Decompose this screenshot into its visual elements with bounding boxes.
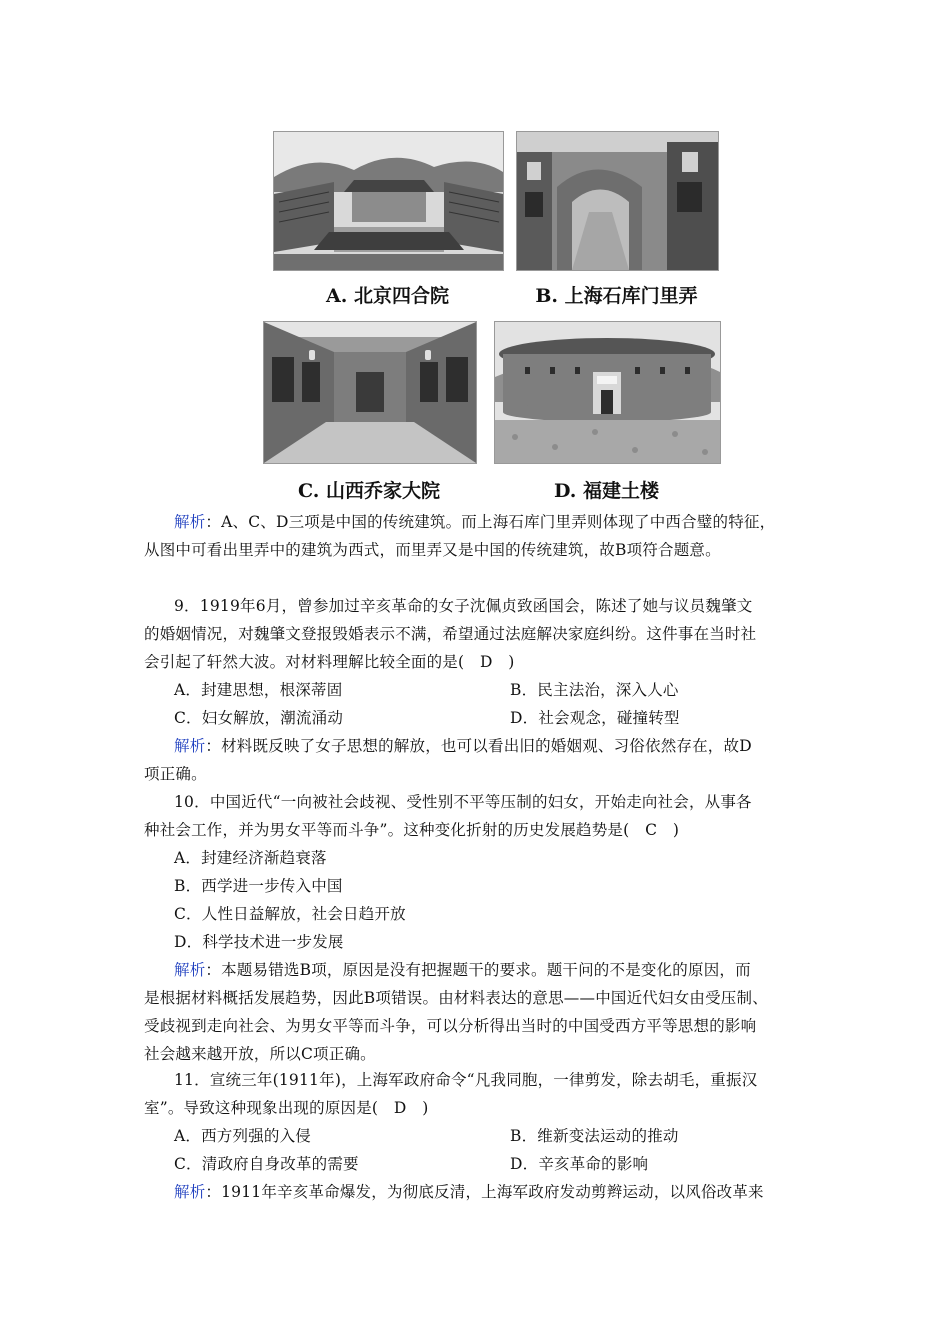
analysis-label: 解析 bbox=[174, 737, 206, 755]
analysis-label: 解析 bbox=[174, 513, 206, 531]
q10-analysis-line2: 是根据材料概括发展趋势，因此B项错误。由材料表达的意思——中国近代妇女由受压制、 bbox=[144, 989, 768, 1007]
shikumen-illustration bbox=[517, 132, 718, 270]
q10-option-c: C．人性日益解放，社会日趋开放 bbox=[174, 905, 406, 923]
photo-shanghai-shikumen bbox=[516, 131, 719, 271]
q11-option-d: D．辛亥革命的影响 bbox=[510, 1155, 649, 1173]
q11-option-a: A．西方列强的入侵 bbox=[174, 1127, 311, 1145]
q10-analysis-line3: 受歧视到走向社会、为男女平等而斗争，可以分析得出当时的中国受西方平等思想的影响 bbox=[144, 1017, 757, 1035]
q9-option-d: D．社会观念，碰撞转型 bbox=[510, 709, 680, 727]
q10-option-b: B．西学进一步传入中国 bbox=[174, 877, 343, 895]
analysis-label: 解析 bbox=[174, 1183, 206, 1201]
tulou-illustration bbox=[495, 322, 720, 463]
photo-beijing-siheyuan bbox=[273, 131, 504, 271]
q11-option-c: C．清政府自身改革的需要 bbox=[174, 1155, 359, 1173]
q10-stem-line1: 10．中国近代“一向被社会歧视、受性别不平等压制的妇女，开始走向社会，从事各 bbox=[174, 793, 752, 811]
photo-shanxi-qiaojia bbox=[263, 321, 477, 464]
q9-stem-line3: 会引起了轩然大波。对材料理解比较全面的是( D ) bbox=[144, 653, 515, 671]
caption-d: D. 福建土楼 bbox=[553, 480, 660, 502]
caption-b: B. 上海石库门里弄 bbox=[535, 285, 698, 307]
q9-option-b: B．民主法治，深入人心 bbox=[510, 681, 679, 699]
q9-option-a: A．封建思想，根深蒂固 bbox=[174, 681, 343, 699]
q9-analysis-line1: 解析：材料既反映了女子思想的解放，也可以看出旧的婚姻观、习俗依然存在，故D bbox=[174, 737, 752, 755]
analysis-label: 解析 bbox=[174, 961, 206, 979]
q10-option-d: D．科学技术进一步发展 bbox=[174, 933, 344, 951]
q11-option-b: B．维新变法运动的推动 bbox=[510, 1127, 679, 1145]
q9-stem-line2: 的婚姻情况，对魏肇文登报毁婚表示不满，希望通过法庭解决家庭纠纷。这件事在当时社 bbox=[144, 625, 757, 643]
q9-analysis-line2: 项正确。 bbox=[144, 765, 207, 783]
photo-fujian-tulou bbox=[494, 321, 721, 464]
caption-c: C. 山西乔家大院 bbox=[297, 480, 441, 502]
q9-stem-line1: 9．1919年6月，曾参加过辛亥革命的女子沈佩贞致函国会，陈述了她与议员魏肇文 bbox=[174, 597, 753, 615]
q9-option-c: C．妇女解放，潮流涌动 bbox=[174, 709, 344, 727]
caption-a: A. 北京四合院 bbox=[326, 285, 449, 307]
q11-stem-line1: 11．宣统三年(1911年)，上海军政府命令“凡我同胞，一律剪发，除去胡毛，重振汉 bbox=[174, 1071, 758, 1089]
q10-option-a: A．封建经济渐趋衰落 bbox=[174, 849, 327, 867]
q10-stem-line2: 种社会工作，并为男女平等而斗争”。这种变化折射的历史发展趋势是( C ) bbox=[144, 821, 680, 839]
q10-analysis-line1: 解析：本题易错选B项，原因是没有把握题干的要求。题干问的不是变化的原因，而 bbox=[174, 961, 751, 979]
siheyuan-illustration bbox=[274, 132, 503, 270]
analysis8-line2: 从图中可看出里弄中的建筑为西式，而里弄又是中国的传统建筑，故B项符合题意。 bbox=[144, 541, 721, 559]
qiaojia-illustration bbox=[264, 322, 476, 463]
q10-analysis-line4: 社会越来越开放，所以C项正确。 bbox=[144, 1045, 376, 1063]
q11-analysis-line1: 解析：1911年辛亥革命爆发，为彻底反清，上海军政府发动剪辫运动，以风俗改革来 bbox=[174, 1183, 764, 1201]
analysis8-line1: 解析：A、C、D三项是中国的传统建筑。而上海石库门里弄则体现了中西合璧的特征， bbox=[174, 513, 776, 531]
q11-stem-line2: 室”。导致这种现象出现的原因是( D ) bbox=[144, 1099, 429, 1117]
